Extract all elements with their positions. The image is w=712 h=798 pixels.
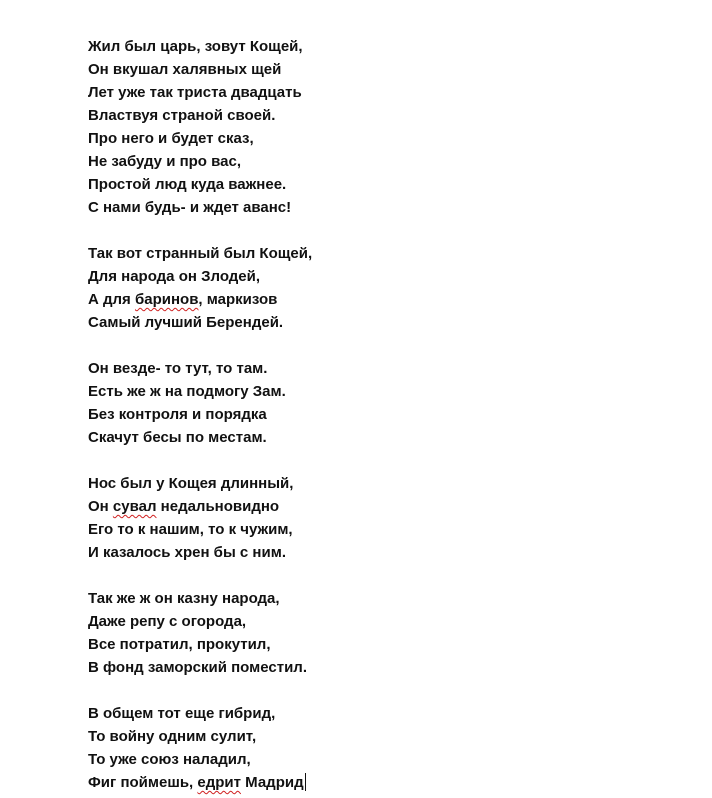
line-segment: Фиг поймешь,	[88, 774, 198, 791]
stanza-1	[88, 35, 688, 219]
poem-line	[88, 495, 688, 518]
text-cursor	[305, 773, 306, 791]
spellcheck-flagged-word[interactable]: сувал	[112, 498, 157, 515]
poem-line: Так же ж он казну народа,	[88, 590, 280, 607]
poem-line: Так вот странный был Кощей,	[88, 245, 313, 262]
poem-line: Его то к нашим, то к чужим,	[88, 521, 293, 538]
poem-line	[88, 288, 688, 311]
poem-line: Простой люд куда важнее.	[88, 176, 287, 193]
poem-line: Все потратил, прокутил,	[88, 636, 271, 653]
poem-line: Он вкушал халявных щей	[88, 61, 282, 78]
line-segment: Он	[88, 498, 113, 515]
poem-line	[88, 771, 688, 794]
poem-line: И казалось хрен бы с ним.	[88, 544, 286, 561]
poem-line: Даже репу с огорода,	[88, 613, 247, 630]
line-segment: А для	[88, 291, 135, 308]
poem-text[interactable]	[88, 35, 688, 794]
spellcheck-flagged-word[interactable]: едрит	[197, 774, 241, 791]
poem-line: Он везде- то тут, то там.	[88, 360, 268, 377]
line-segment: Мадрид	[240, 774, 304, 791]
poem-line: Про него и будет сказ,	[88, 130, 254, 147]
poem-line: В фонд заморский поместил.	[88, 659, 307, 676]
poem-line: Для народа он Злодей,	[88, 268, 261, 285]
poem-line: Нос был у Кощея длинный,	[88, 475, 294, 492]
poem-line: Без контроля и порядка	[88, 406, 267, 423]
line-segment: , маркизов	[198, 291, 278, 308]
stanza-6	[88, 702, 688, 794]
stanza-4	[88, 472, 688, 564]
poem-line: Самый лучший Берендей.	[88, 314, 284, 331]
stanza-5	[88, 587, 688, 679]
poem-line: Не забуду и про вас,	[88, 153, 242, 170]
poem-line: Скачут бесы по местам.	[88, 429, 267, 446]
poem-line: То войну одним сулит,	[88, 728, 257, 745]
poem-line: Жил был царь, зовут Кощей,	[88, 38, 303, 55]
poem-line: Есть же ж на подмогу Зам.	[88, 383, 286, 400]
poem-line: Лет уже так триста двадцать	[88, 84, 302, 101]
poem-line: С нами будь- и ждет аванс!	[88, 199, 292, 216]
stanza-3	[88, 357, 688, 449]
stanza-2	[88, 242, 688, 334]
spellcheck-flagged-word[interactable]: баринов	[134, 291, 199, 308]
line-segment: недальновидно	[156, 498, 280, 515]
poem-line: В общем тот еще гибрид,	[88, 705, 276, 722]
poem-line: Властвуя страной своей.	[88, 107, 276, 124]
poem-line: То уже союз наладил,	[88, 751, 251, 768]
